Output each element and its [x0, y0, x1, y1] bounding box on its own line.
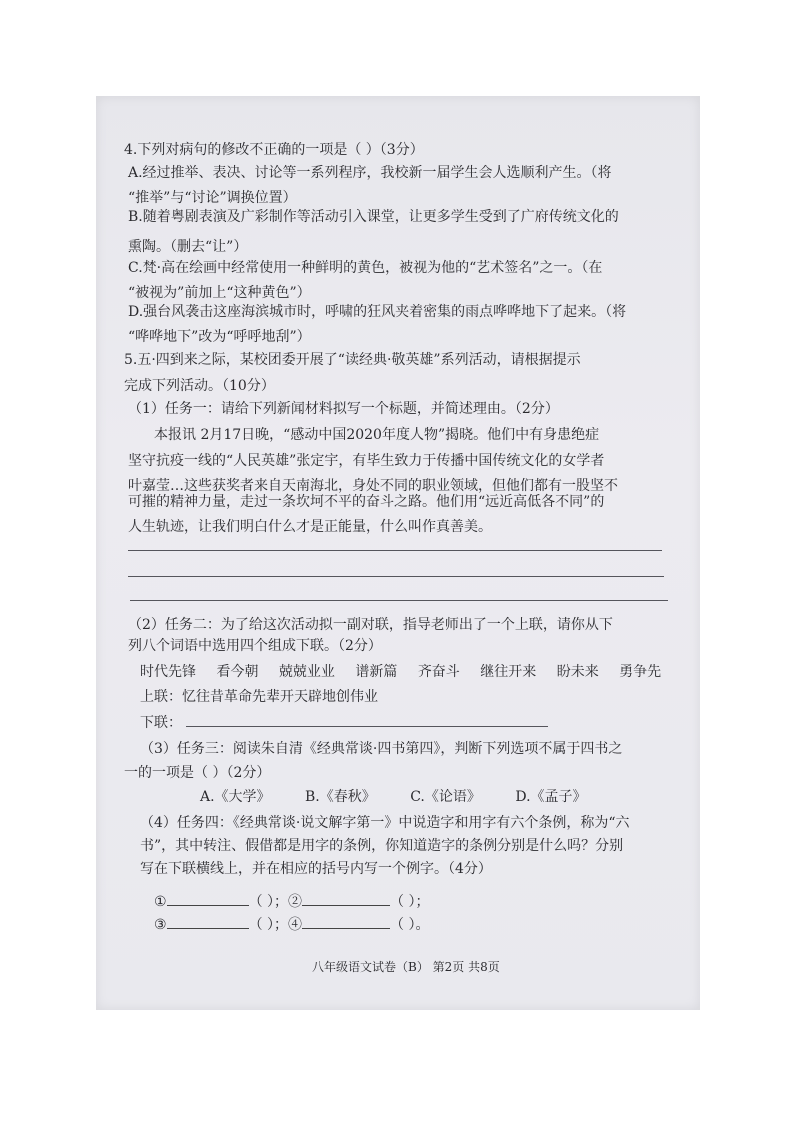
task-4-prompt-line3: 写在下联横线上，并在相应的括号内写一个例字。（4分）	[140, 861, 492, 877]
word-option: 继往开来	[480, 664, 537, 680]
option-c[interactable]: C.《论语》	[410, 789, 481, 805]
option-c-line2: “被视为”前加上“这种黄色”）	[128, 285, 311, 301]
exam-page	[96, 96, 700, 1010]
task-4-prompt-line2: 书”，其中转注、假借都是用字的条例，你知道造字的条例分别是什么吗？分别	[140, 838, 624, 854]
page-footer: 八年级语文试卷（B） 第2页 共8页	[312, 960, 500, 974]
task-3-prompt-line1: （3）任务三：阅读朱自清《经典常谈·四书第四》，判断下列选项不属于四书之	[140, 741, 623, 757]
marker-1: ①	[154, 894, 167, 910]
lower-couplet-answer-line[interactable]	[186, 726, 548, 727]
option-a-line1: A.经过推举、表决、讨论等一系列程序，我校新一届学生会人选顺利产生。（将	[128, 165, 612, 181]
word-bank	[140, 663, 677, 681]
blank-4[interactable]	[302, 914, 390, 929]
task-2-prompt-line1: （2）任务二：为了给这次活动拟一副对联，指导老师出了一个上联，请你从下	[128, 617, 613, 633]
word-option: 谱新篇	[355, 664, 398, 680]
task-2-prompt-line2: 列八个词语中选用四个组成下联。（2分）	[128, 638, 382, 654]
blank-3[interactable]	[167, 914, 249, 929]
answer-line-1[interactable]	[128, 550, 662, 551]
option-b-line1: B.随着粤剧表演及广彩制作等活动引入课堂，让更多学生受到了广府传统文化的	[128, 209, 619, 225]
question-4-title: 4.下列对病句的修改不正确的一项是（ ）（3分）	[124, 142, 424, 158]
option-d-line2: “哗哗地下”改为“呼呼地刮”）	[128, 329, 311, 345]
paren-4[interactable]: （ ）	[390, 917, 416, 933]
question-5-intro-line1: 5.五·四到来之际，某校团委开展了“读经典·敬英雄”系列活动，请根据提示	[124, 352, 581, 368]
task-3-prompt-line2: 一的一项是（ ）（2分）	[124, 765, 271, 781]
upper-couplet: 上联：忆往昔革命先辈开天辟地创伟业	[140, 689, 378, 705]
answer-line-3[interactable]	[130, 600, 668, 601]
option-b-line2: 熏陶。（删去“让”）	[128, 239, 248, 255]
marker-3: ③	[154, 917, 167, 933]
news-paragraph-line1: 本报讯 2月17日晚，“感动中国2020年度人物”揭晓。他们中有身患绝症	[154, 427, 600, 443]
word-option: 时代先锋	[140, 664, 196, 680]
news-paragraph-line3: 叶嘉莹…这些获奖者来自天南海北，身处不同的职业领域，但他们都有一股坚不	[128, 478, 618, 494]
word-option: 齐奋斗	[417, 664, 460, 680]
option-d[interactable]: D.《孟子》	[515, 789, 587, 805]
end-mark: 。	[415, 917, 430, 933]
marker-4: ④	[288, 917, 303, 933]
word-option: 盼未来	[556, 664, 599, 680]
word-option: 看今朝	[216, 664, 259, 680]
separator: ；	[274, 917, 289, 933]
option-d-line1: D.强台风袭击这座海滨城市时，呼啸的狂风夹着密集的雨点哗哗地下了起来。（将	[128, 304, 627, 320]
option-c-line1: C.梵·高在绘画中经常使用一种鲜明的黄色，被视为他的“艺术签名”之一。（在	[128, 260, 603, 276]
lower-couplet-label: 下联：	[140, 715, 182, 731]
marker-2: ②	[288, 894, 303, 910]
word-option: 勇争先	[619, 664, 662, 680]
option-a-line2: “推举”与“讨论”调换位置）	[128, 190, 297, 206]
news-paragraph-line2: 坚守抗疫一线的“人民英雄”张定宇，有毕生致力于传播中国传统文化的女学者	[128, 453, 605, 469]
news-paragraph-line5: 人生轨迹，让我们明白什么才是正能量，什么叫作真善美。	[128, 519, 492, 535]
task-3-options	[200, 788, 617, 806]
question-5-intro-line2: 完成下列活动。（10分）	[124, 378, 275, 394]
option-b[interactable]: B.《春秋》	[305, 789, 376, 805]
paren-3[interactable]: （ ）	[248, 917, 275, 933]
blank-2[interactable]	[302, 891, 390, 906]
separator: ；	[415, 894, 430, 910]
news-paragraph-line4: 可摧的精神力量，走过一条坎坷不平的奋斗之路。他们用“远近高低各不同”的	[128, 494, 605, 510]
word-option: 兢兢业业	[278, 664, 335, 680]
task-4-prompt-line1: （4）任务四：《经典常谈·说文解字第一》中说造字和用字有六个条例，称为“六	[140, 815, 630, 831]
paren-1[interactable]: （ ）	[248, 894, 275, 910]
paren-2[interactable]: （ ）	[390, 894, 416, 910]
task-1-prompt: （1）任务一：请给下列新闻材料拟写一个标题，并简述理由。（2分）	[128, 401, 559, 417]
option-a[interactable]: A.《大学》	[200, 789, 271, 805]
answer-row-1	[154, 891, 429, 911]
answer-row-2	[154, 914, 429, 934]
separator: ；	[274, 894, 289, 910]
answer-line-2[interactable]	[128, 576, 664, 577]
blank-1[interactable]	[167, 891, 249, 906]
